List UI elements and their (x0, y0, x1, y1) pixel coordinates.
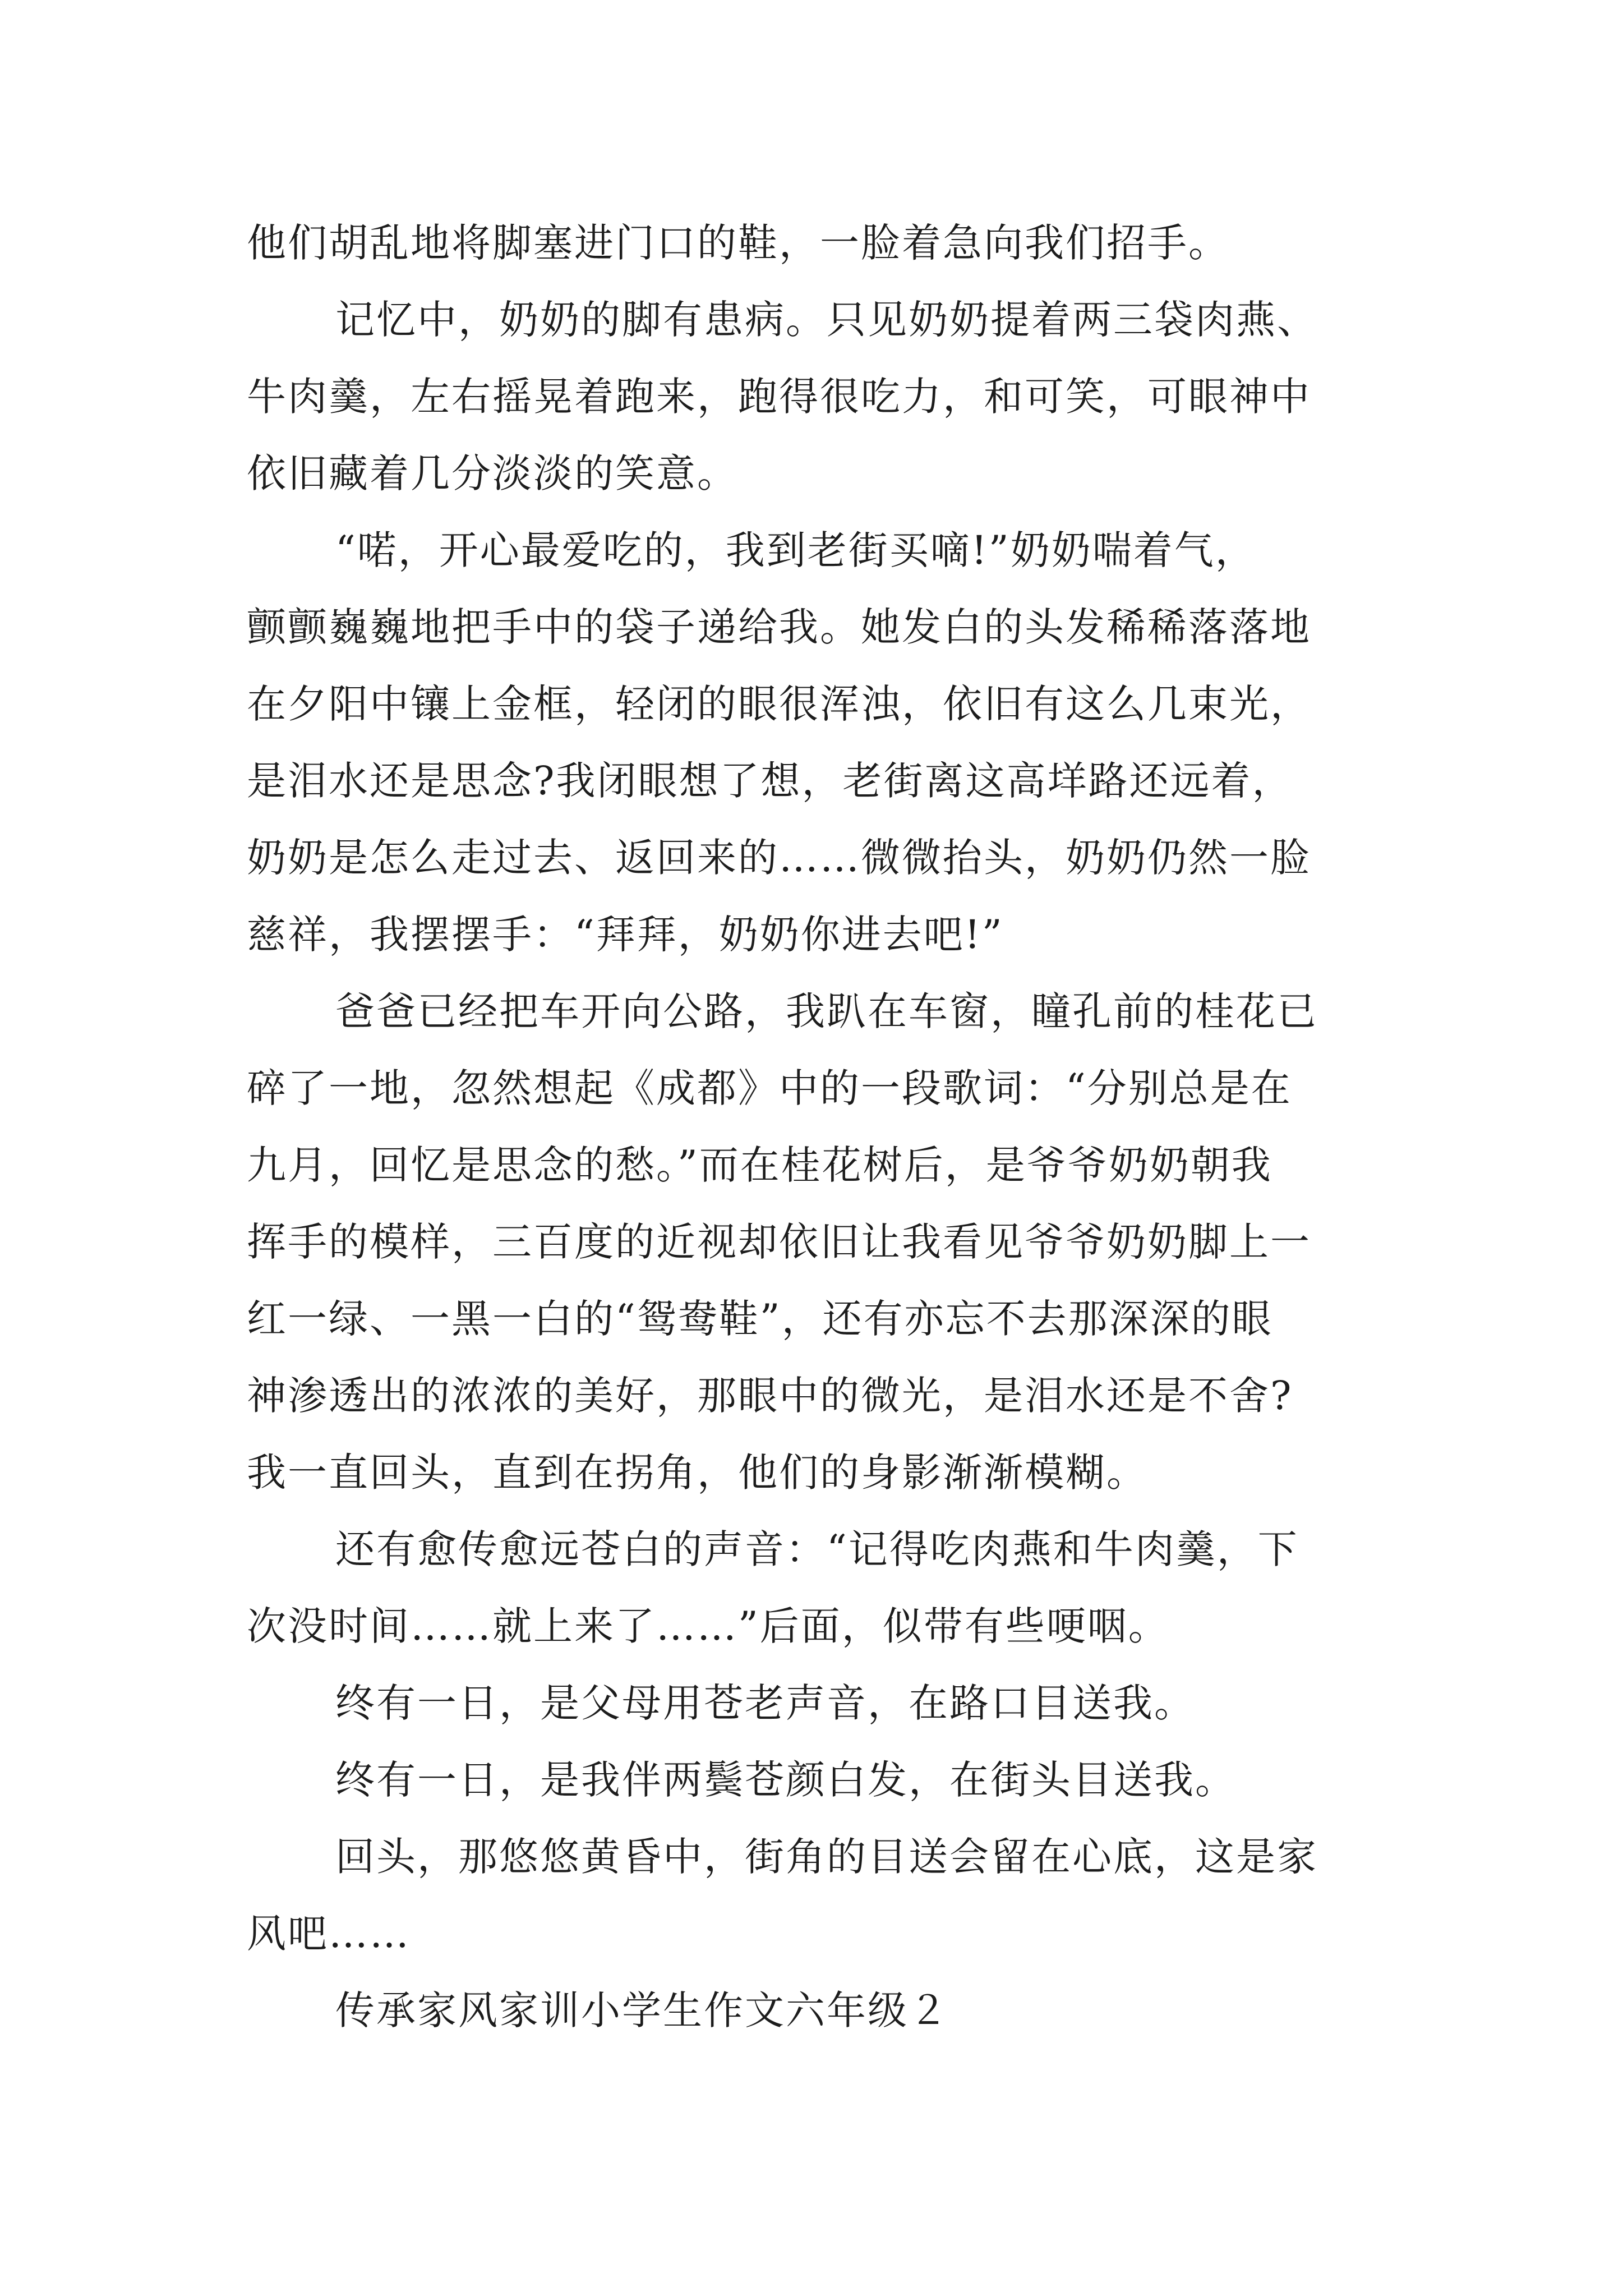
text-line: 回头，那悠悠黄昏中，街角的目送会留在心底，这是家 (335, 1834, 1318, 1880)
text-line: 次没时间……就上来了……”后面，似带有些哽咽。 (247, 1603, 1169, 1649)
text-line: 依旧藏着几分淡淡的笑意。 (247, 450, 738, 496)
text-line: 终有一日，是我伴两鬓苍颜白发，在街头目送我。 (335, 1757, 1236, 1803)
text-line: 红一绿、一黑一白的“鸳鸯鞋”，还有亦忘不去那深深的眼 (247, 1296, 1273, 1342)
text-line: 颤颤巍巍地把手中的袋子递给我。她发白的头发稀稀落落地 (247, 604, 1311, 650)
text-line: 九月，回忆是思念的愁。”而在桂花树后，是爷爷奶奶朝我 (247, 1142, 1272, 1188)
text-line: 终有一日，是父母用苍老声音，在路口目送我。 (335, 1680, 1195, 1726)
essay-body (247, 205, 1396, 2049)
text-line: 奶奶是怎么走过去、返回来的……微微抬头，奶奶仍然一脸 (247, 835, 1311, 881)
text-line: 在夕阳中镶上金框，轻闭的眼很浑浊，依旧有这么几束光， (247, 681, 1311, 727)
text-line: 我一直回头，直到在拐角，他们的身影渐渐模糊。 (247, 1450, 1147, 1496)
text-line: “喏，开心最爱吃的，我到老街买嘀!”奶奶喘着气， (335, 527, 1256, 573)
text-line: 爸爸已经把车开向公路，我趴在车窗，瞳孔前的桂花已 (335, 988, 1318, 1034)
text-line: 他们胡乱地将脚塞进门口的鞋，一脸着急向我们招手。 (247, 220, 1229, 266)
text-line: 风吧…… (247, 1911, 411, 1957)
section-heading: 传承家风家训小学生作文六年级２ (335, 1987, 949, 2033)
text-line: 还有愈传愈远苍白的声音：“记得吃肉燕和牛肉羹，下 (335, 1526, 1299, 1572)
text-line: 神渗透出的浓浓的美好，那眼中的微光，是泪水还是不舍? (247, 1373, 1293, 1419)
text-line: 是泪水还是思念?我闭眼想了想，老街离这高垟路还远着， (247, 758, 1293, 804)
text-line: 碎了一地，忽然想起《成都》中的一段歌词：“分别总是在 (247, 1065, 1292, 1111)
text-line: 慈祥，我摆摆手：“拜拜，奶奶你进去吧!” (247, 912, 1004, 958)
text-line: 记忆中，奶奶的脚有患病。只见奶奶提着两三袋肉燕、 (335, 297, 1318, 343)
text-line: 牛肉羹，左右摇晃着跑来，跑得很吃力，和可笑，可眼神中 (247, 374, 1311, 420)
text-line: 挥手的模样，三百度的近视却依旧让我看见爷爷奶奶脚上一 (247, 1219, 1311, 1265)
